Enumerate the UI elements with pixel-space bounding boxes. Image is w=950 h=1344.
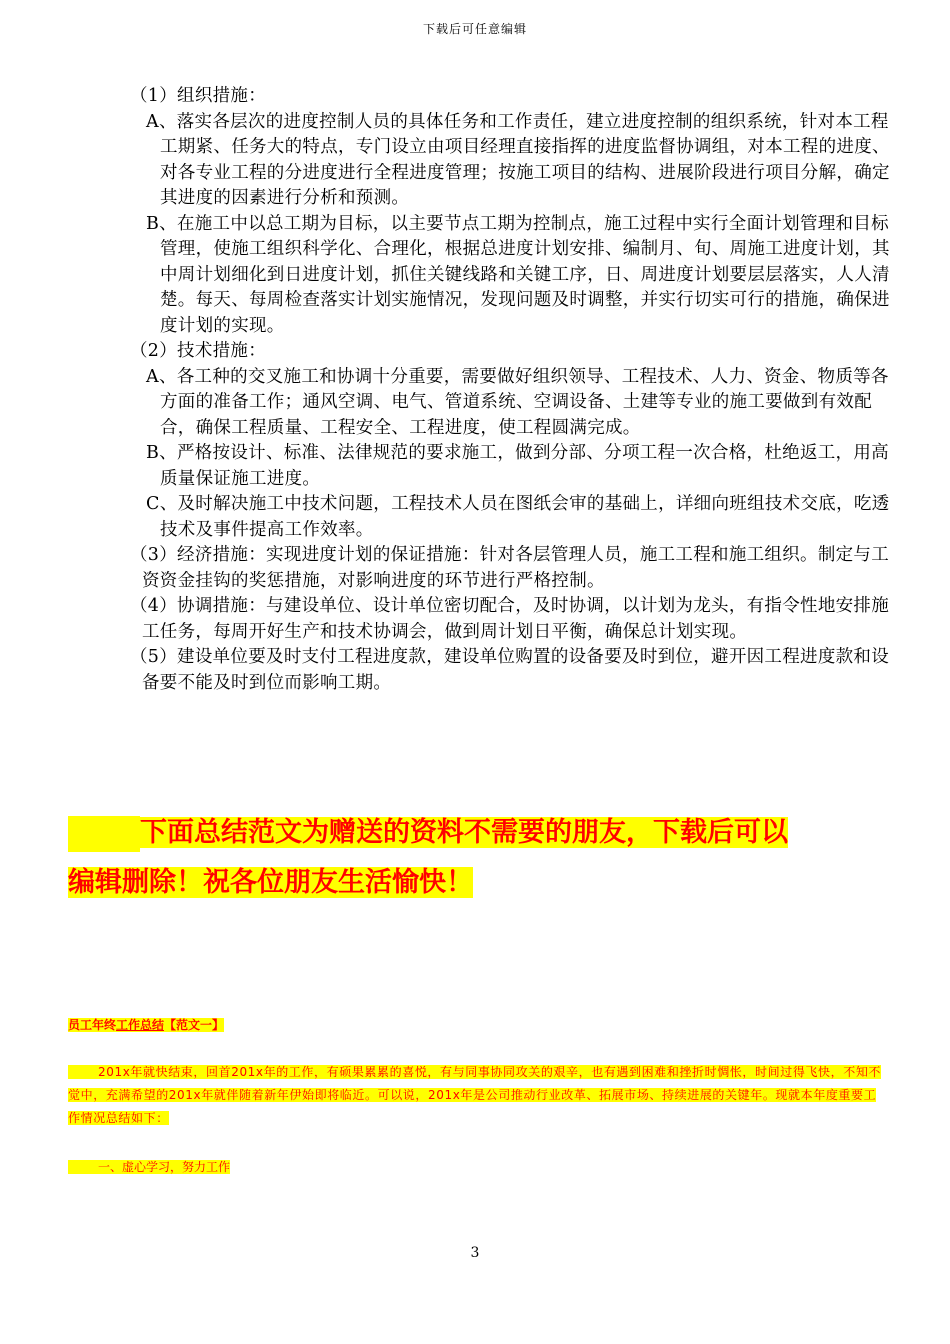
sample-paragraph: 201x年就快结束，回首201x年的工作，有硕果累累的喜悦，有与同事协同攻关的艰辛，也有遇到困难和挫折时惆怅，时间过得飞快，不知不觉中，充满希望的201x年就伴随着新年伊始即将临近。可以说，201x年是公司推动行业改革、拓展市场、持续进展的关键年。现就本年度重要工作情况总结如下：	[68, 1065, 882, 1125]
sample-section-heading: 一、虚心学习，努力工作	[68, 1158, 883, 1175]
document-body	[130, 84, 900, 696]
tech-measures-b: B、严格按设计、标准、法律规范的要求施工，做到分部、分项工程一次合格，杜绝返工，用高质量保证施工进度。	[146, 443, 889, 489]
econ-measures: （3）经济措施：实现进度计划的保证措施：针对各层管理人员，施工工程和施工组织。制定与工资资金挂钩的奖惩措施，对影响进度的环节进行严格控制。	[130, 545, 890, 591]
page-number: 3	[470, 1245, 480, 1261]
page-header: 下载后可任意编辑	[422, 22, 527, 36]
gift-notice-line1: 下面总结范文为赠送的资料不需要的朋友，下载后可以	[68, 808, 898, 858]
gift-notice	[68, 808, 898, 908]
tech-measures-a: A、各工种的交叉施工和协调十分重要，需要做好组织领导、工程技术、人力、资金、物质等各方面的准备工作；通风空调、电气、管道系统、空调设备、土建等专业的施工要做到有效配合，确保工程质量、工程安全、工程进度，使工程圆满完成。	[146, 366, 889, 438]
org-measures-a: A、落实各层次的进度控制人员的具体任务和工作责任，建立进度控制的组织系统，针对本工程工期紧、任务大的特点，专门设立由项目经理直接指挥的进度监督协调组，对本工程的进度、对各专业工程的分进度进行全程进度管理；按施工项目的结构、进展阶段进行项目分解，确定其进度的因素进行分析和预测。	[146, 111, 890, 208]
tech-measures-title: （2）技术措施：	[130, 341, 267, 361]
tech-measures-c: C、及时解决施工中技术问题，工程技术人员在图纸会审的基础上，详细向班组技术交底，吃透技术及事件提高工作效率。	[146, 494, 890, 540]
payment-measures: （5）建设单位要及时支付工程进度款，建设单位购置的设备要及时到位，避开因工程进度款和设备要不能及时到位而影响工期。	[130, 647, 890, 693]
sample-title: 员工年终工作总结【范文一】	[68, 1018, 225, 1032]
org-measures-title: （1）组织措施：	[130, 86, 267, 106]
coord-measures: （4）协调措施：与建设单位、设计单位密切配合，及时协调，以计划为龙头，有指令性地安排施工任务，每周开好生产和技术协调会，做到周计划日平衡，确保总计划实现。	[130, 596, 890, 642]
gift-notice-line2: 编辑删除！祝各位朋友生活愉快！	[68, 867, 473, 898]
org-measures-b: B、在施工中以总工期为目标，以主要节点工期为控制点，施工过程中实行全面计划管理和目标管理，使施工组织科学化、合理化，根据总进度计划安排、编制月、旬、周施工进度计划，其中周计划细化到日进度计划，抓住关键线路和关键工序，日、周进度计划要层层落实，人人清楚。每天、每周检查落实计划实施情况，发现问题及时调整，并实行切实可行的措施，确保进度计划的实现。	[146, 213, 890, 336]
